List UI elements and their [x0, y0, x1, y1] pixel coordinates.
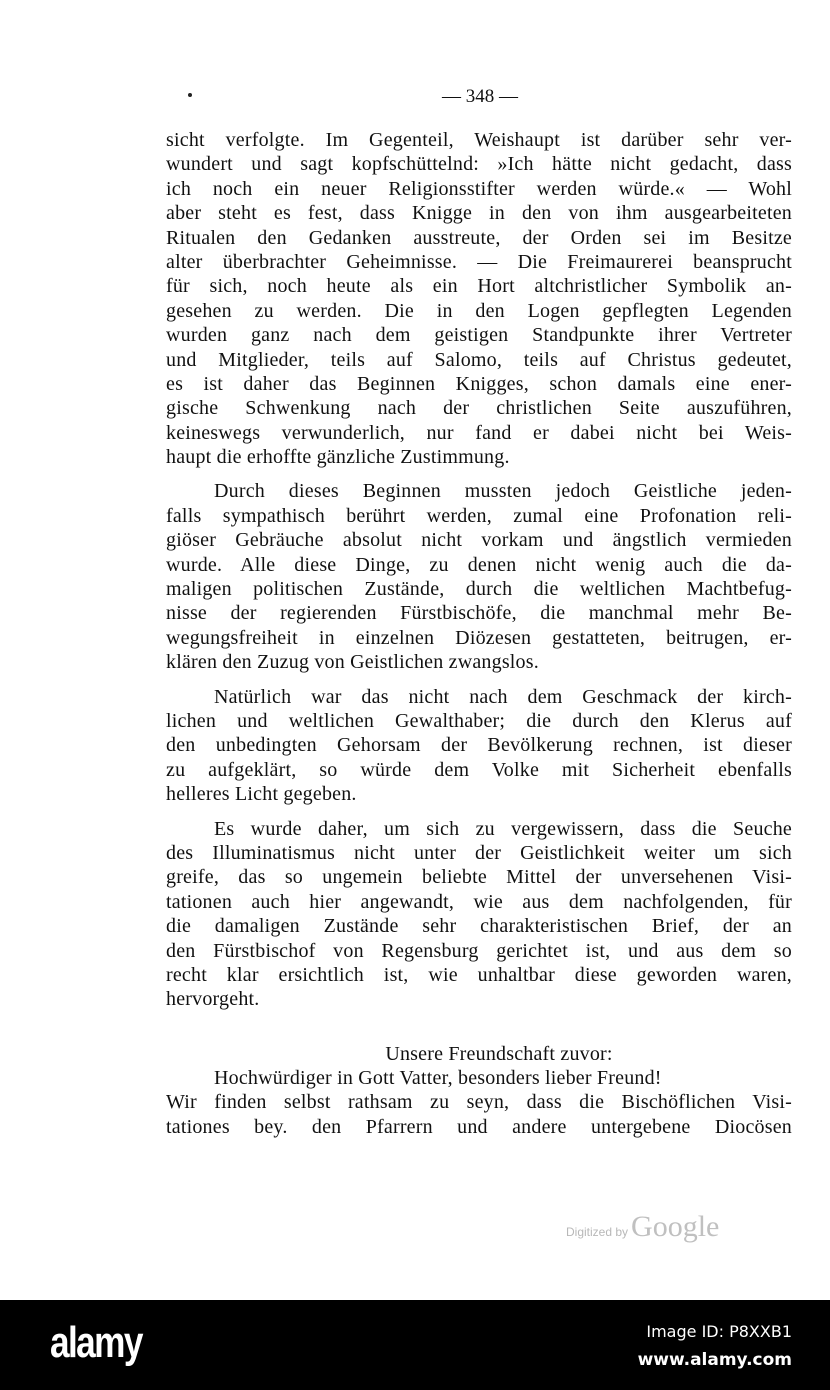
alamy-logo: alamy	[50, 1318, 142, 1367]
text-line: tationen auch hier angewandt, wie aus dem nachfolgenden, für	[166, 890, 792, 913]
text-line: alter überbrachter Geheimnisse. — Die Freimaurerei beansprucht	[166, 250, 792, 273]
letter-line: Wir finden selbst rathsam zu seyn, dass die Bischöflichen Visi-	[166, 1091, 792, 1114]
text-line: Ritualen den Gedanken ausstreute, der Orden sei im Besitze	[166, 226, 792, 249]
image-id: Image ID: P8XXB1	[646, 1322, 792, 1341]
page-number: — 348 —	[442, 86, 518, 107]
text-line: wundert und sagt kopfschüttelnd: »Ich hätte nicht gedacht, dass	[166, 153, 792, 176]
text-line: des Illuminatismus nicht unter der Geistlichkeit weiter um sich	[166, 841, 792, 864]
alamy-site-link[interactable]: www.alamy.com	[637, 1350, 792, 1370]
text-line: helleres Licht gegeben.	[166, 783, 357, 806]
alamy-banner	[0, 1300, 830, 1390]
text-line: zu aufgeklärt, so würde dem Volke mit Sicherheit ebenfalls	[166, 758, 792, 781]
text-line: giöser Gebräuche absolut nicht vorkam und ängstlich vermieden	[166, 529, 792, 552]
text-line: haupt die erhoffte gänzliche Zustimmung.	[166, 446, 510, 469]
text-line: Durch dieses Beginnen mussten jedoch Geistliche jeden-	[214, 480, 792, 503]
text-line: recht klar ersichtlich ist, wie unhaltbar diese geworden waren,	[166, 963, 792, 986]
text-line: wegungsfreiheit in einzelnen Diözesen gestatteten, beitrugen, er-	[166, 626, 792, 649]
text-line: sicht verfolgte. Im Gegenteil, Weishaupt ist darüber sehr ver-	[166, 129, 792, 151]
text-line: die damaligen Zustände sehr charakteristischen Brief, der an	[166, 915, 792, 938]
text-line: den Fürstbischof von Regensburg gerichtet ist, und aus dem so	[166, 939, 792, 962]
google-watermark	[566, 1210, 719, 1244]
text-line: Es wurde daher, um sich zu vergewissern, dass die Seuche	[214, 817, 792, 840]
text-line: lichen und weltlichen Gewalthaber; die durch den Klerus auf	[166, 709, 792, 732]
text-line: gische Schwenkung nach der christlichen Seite auszuführen,	[166, 397, 792, 420]
text-line: klären den Zuzug von Geistlichen zwangslos.	[166, 651, 539, 674]
letter-line: Hochwürdiger in Gott Vatter, besonders lieber Freund!	[214, 1067, 662, 1090]
text-line: wurden ganz nach dem geistigen Standpunkte ihrer Vertreter	[166, 324, 792, 347]
text-line: und Mitglieder, teils auf Salomo, teils auf Christus gedeutet,	[166, 348, 792, 371]
text-line: den unbedingten Gehorsam der Bevölkerung rechnen, ist dieser	[166, 734, 792, 757]
text-line: gesehen zu werden. Die in den Logen gepflegten Legenden	[166, 299, 792, 322]
text-line: hervorgeht.	[166, 988, 260, 1011]
watermark-prefix: Digitized by	[566, 1225, 629, 1239]
text-line: es ist daher das Beginnen Knigges, schon damals eine ener-	[166, 372, 792, 395]
text-line: keineswegs verwunderlich, nur fand er dabei nicht bei Weis-	[166, 421, 792, 444]
google-logo: Google	[631, 1210, 720, 1243]
text-line: maligen politischen Zustände, durch die weltlichen Machtbefug-	[166, 578, 792, 601]
letter-line: tationes bey. den Pfarrern und andere untergebene Diocösen	[166, 1115, 792, 1138]
text-line: aber steht es fest, dass Knigge in den von ihm ausgearbeiteten	[166, 202, 792, 225]
text-line: ich noch ein neuer Religionsstifter werden würde.« — Wohl	[166, 177, 792, 200]
text-line: falls sympathisch berührt werden, zumal eine Profonation reli-	[166, 504, 792, 527]
text-line: wurde. Alle diese Dinge, zu denen nicht wenig auch die da-	[166, 553, 792, 576]
letter-heading: Unsere Freundschaft zuvor:	[385, 1042, 613, 1065]
text-line: Natürlich war das nicht nach dem Geschmack der kirch-	[214, 685, 792, 708]
page-body	[166, 128, 792, 1139]
text-line: für sich, noch heute als ein Hort altchristlicher Symbolik an-	[166, 275, 792, 298]
text-line: nisse der regierenden Fürstbischöfe, die manchmal mehr Be-	[166, 602, 792, 625]
text-line: greife, das so ungemein beliebte Mittel der unversehenen Visi-	[166, 866, 792, 889]
